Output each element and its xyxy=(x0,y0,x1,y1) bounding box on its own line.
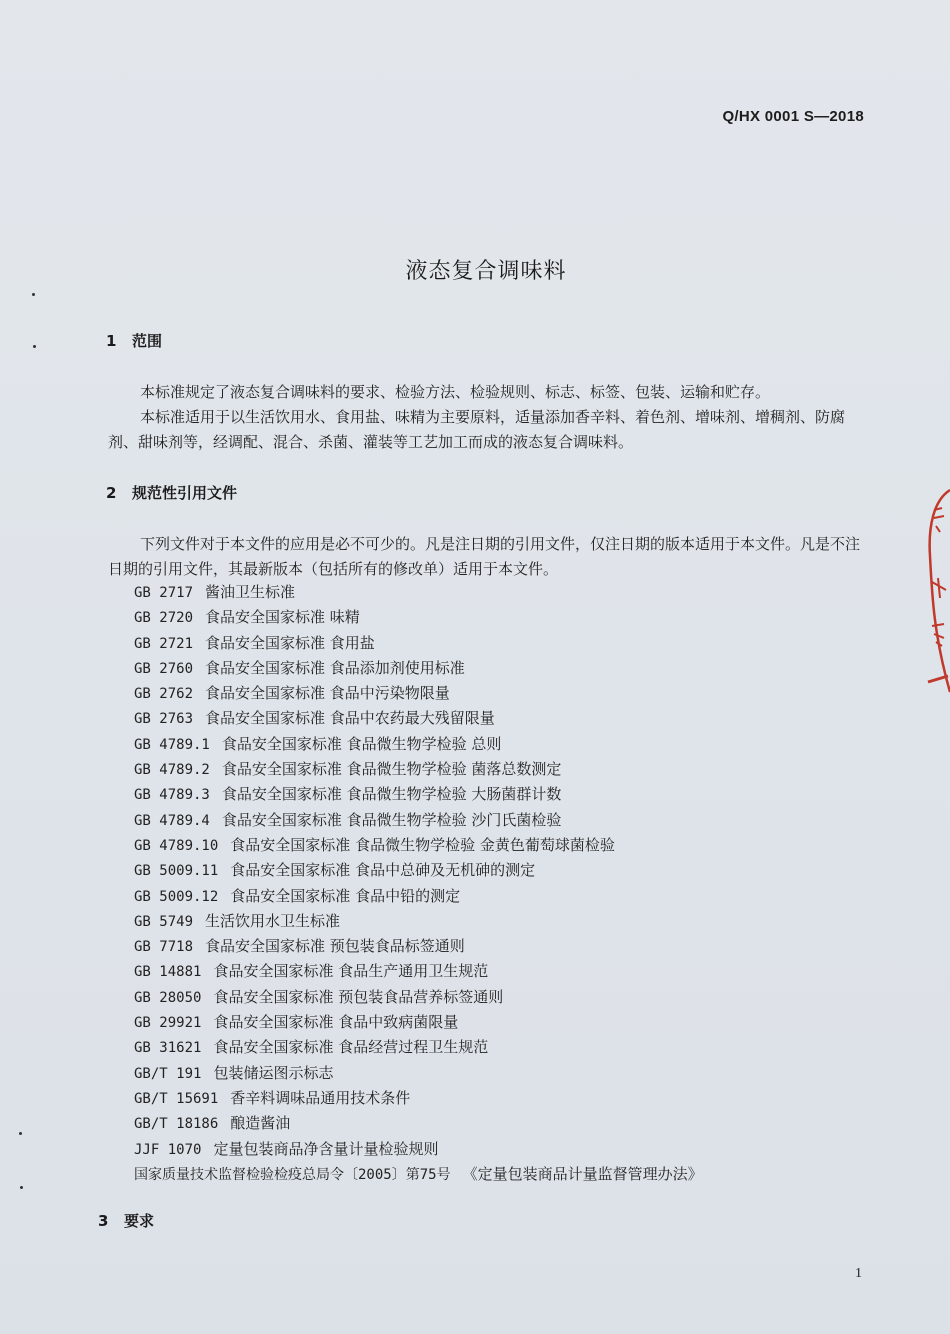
reference-title: 食品安全国家标准 食品中铅的测定 xyxy=(230,886,461,905)
reference-title: 生活饮用水卫生标准 xyxy=(205,911,341,930)
reference-code: GB 5009.12 xyxy=(134,888,219,905)
reference-code: GB 2763 xyxy=(134,711,194,728)
reference-code: GB 29921 xyxy=(134,1015,202,1032)
reference-title: 食品安全国家标准 食品微生物学检验 金黄色葡萄球菌检验 xyxy=(230,835,615,854)
reference-code: JJF 1070 xyxy=(134,1141,202,1158)
reference-title: 《定量包装商品计量监督管理办法》 xyxy=(462,1164,703,1183)
reference-title: 食品安全国家标准 食品微生物学检验 总则 xyxy=(221,734,502,753)
reference-code: GB 14881 xyxy=(134,964,202,981)
reference-item xyxy=(134,985,703,1010)
reference-item xyxy=(134,1162,703,1187)
section-number: 3 xyxy=(98,1212,109,1230)
reference-item xyxy=(134,656,703,681)
reference-item xyxy=(134,1111,703,1136)
scan-speck xyxy=(32,293,35,296)
reference-code: GB 2720 xyxy=(134,610,194,627)
reference-code: GB/T 191 xyxy=(134,1065,202,1082)
scan-speck xyxy=(20,1186,23,1189)
reference-title: 食品安全国家标准 食品中致病菌限量 xyxy=(213,1013,459,1032)
reference-item xyxy=(134,884,703,909)
reference-title: 酱油卫生标准 xyxy=(205,583,296,601)
reference-title: 食品安全国家标准 食品中农药最大残留限量 xyxy=(205,709,495,728)
reference-item xyxy=(134,757,703,782)
reference-item xyxy=(134,959,703,984)
scan-speck xyxy=(19,1132,22,1135)
reference-code: GB 28050 xyxy=(134,989,202,1006)
reference-code: GB/T 15691 xyxy=(134,1090,219,1107)
scope-paragraph-1: 本标准规定了液态复合调味料的要求、检验方法、检验规则、标志、标签、包装、运输和贮存。 xyxy=(140,383,771,401)
section-title: 要求 xyxy=(124,1212,155,1230)
standard-code: Q/HX 0001 S—2018 xyxy=(722,108,864,125)
reference-item xyxy=(134,833,703,858)
reference-item xyxy=(134,934,703,959)
reference-item xyxy=(134,580,703,605)
reference-title: 食品安全国家标准 食品经营过程卫生规范 xyxy=(213,1038,489,1057)
seal-stamp-icon xyxy=(920,486,950,696)
reference-item xyxy=(134,605,703,630)
reference-code: GB 5009.11 xyxy=(134,863,219,880)
section-title: 规范性引用文件 xyxy=(132,484,238,502)
scan-speck xyxy=(33,345,36,348)
reference-code: GB 2762 xyxy=(134,686,194,703)
reference-code: GB 2717 xyxy=(134,585,194,601)
references-intro-paragraph: 下列文件对于本文件的应用是必不可少的。凡是注日期的引用文件，仅注日期的版本适用于本文件。凡是不注日期的引用文件，其最新版本（包括所有的修改单）适用于本文件。 xyxy=(108,535,861,578)
reference-title: 食品安全国家标准 食品生产通用卫生规范 xyxy=(213,962,489,981)
reference-title: 食品安全国家标准 食品微生物学检验 沙门氏菌检验 xyxy=(221,810,562,829)
reference-title: 包装储运图示标志 xyxy=(213,1063,334,1082)
reference-item xyxy=(134,706,703,731)
reference-code: GB 5749 xyxy=(134,913,194,930)
reference-item xyxy=(134,1086,703,1111)
reference-code: GB 4789.10 xyxy=(134,837,219,854)
reference-title: 定量包装商品净含量计量检验规则 xyxy=(213,1139,439,1158)
reference-title: 食品安全国家标准 预包装食品标签通则 xyxy=(205,937,465,956)
section-number: 1 xyxy=(106,332,117,350)
document-title: 液态复合调味料 xyxy=(405,259,567,284)
reference-item xyxy=(134,1035,703,1060)
reference-code: GB/T 18186 xyxy=(134,1116,219,1133)
reference-list xyxy=(134,580,703,1187)
reference-code: GB 4789.2 xyxy=(134,762,210,779)
section-2-heading xyxy=(106,482,237,503)
reference-item xyxy=(134,1061,703,1086)
section-1-heading xyxy=(106,330,162,351)
reference-code: GB 31621 xyxy=(134,1040,202,1057)
reference-item xyxy=(134,808,703,833)
reference-item xyxy=(134,1137,703,1162)
reference-item xyxy=(134,681,703,706)
section-title: 范围 xyxy=(132,332,163,350)
reference-code: GB 2760 xyxy=(134,660,194,677)
reference-code: GB 4789.4 xyxy=(134,812,210,829)
reference-title: 香辛料调味品通用技术条件 xyxy=(230,1088,411,1107)
reference-title: 食品安全国家标准 食品微生物学检验 大肠菌群计数 xyxy=(221,785,562,804)
reference-title: 食品安全国家标准 食用盐 xyxy=(205,633,375,652)
reference-item xyxy=(134,909,703,934)
reference-code: GB 4789.3 xyxy=(134,787,210,804)
reference-code: GB 7718 xyxy=(134,939,194,956)
reference-title: 食品安全国家标准 预包装食品营养标签通则 xyxy=(213,987,504,1006)
reference-title: 食品安全国家标准 食品中总砷及无机砷的测定 xyxy=(230,861,536,880)
reference-code: 国家质量技术监督检验检疫总局令〔2005〕第75号 xyxy=(134,1166,451,1183)
reference-item xyxy=(134,858,703,883)
reference-item xyxy=(134,1010,703,1035)
reference-title: 食品安全国家标准 味精 xyxy=(205,608,360,627)
reference-title: 酿造酱油 xyxy=(230,1114,291,1133)
page-number: 1 xyxy=(855,1266,862,1281)
section-3-heading xyxy=(98,1210,154,1231)
reference-title: 食品安全国家标准 食品微生物学检验 菌落总数测定 xyxy=(221,760,562,779)
scope-paragraph-2: 本标准适用于以生活饮用水、食用盐、味精为主要原料，适量添加香辛料、着色剂、增味剂、增稠剂、防腐剂、甜味剂等，经调配、混合、杀菌、灌装等工艺加工而成的液态复合调味料。 xyxy=(108,408,846,451)
reference-item xyxy=(134,631,703,656)
reference-item xyxy=(134,782,703,807)
reference-item xyxy=(134,732,703,757)
section-number: 2 xyxy=(106,484,117,502)
reference-code: GB 2721 xyxy=(134,635,194,652)
reference-code: GB 4789.1 xyxy=(134,736,210,753)
reference-title: 食品安全国家标准 食品中污染物限量 xyxy=(205,684,450,703)
reference-title: 食品安全国家标准 食品添加剂使用标准 xyxy=(205,658,465,677)
